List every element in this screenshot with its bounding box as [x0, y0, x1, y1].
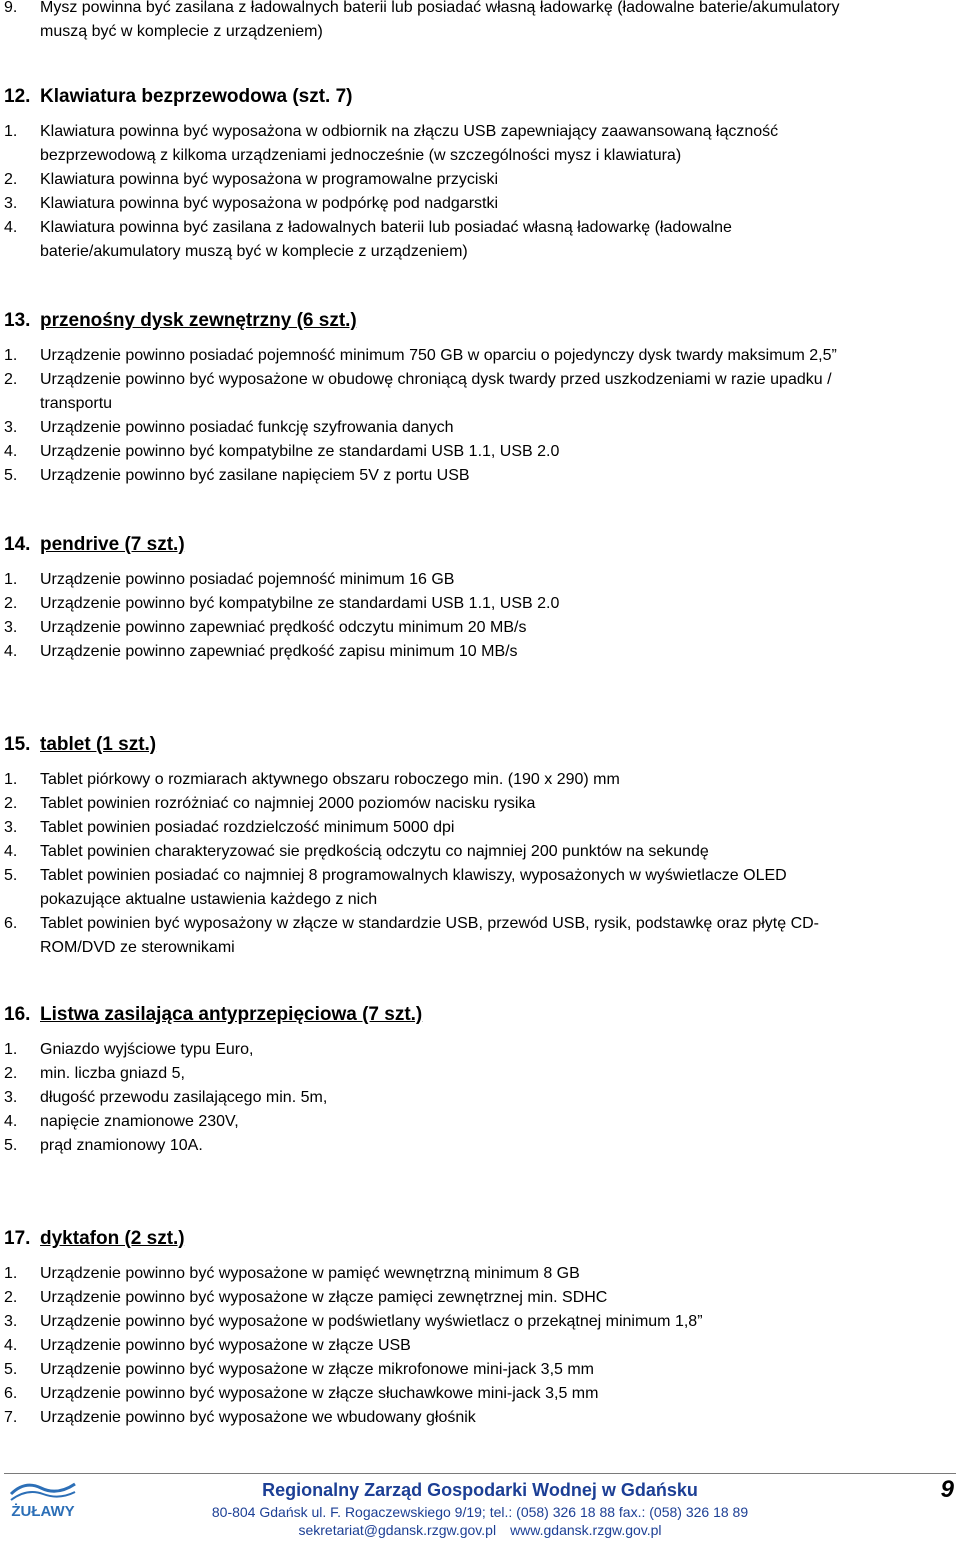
list-item-text: Gniazdo wyjściowe typu Euro, [40, 1041, 254, 1058]
section-heading [0, 732, 960, 758]
section-heading [0, 1002, 960, 1028]
list-item-text: Tablet powinien posiadać rozdzielczość minimum 5000 dpi [40, 819, 455, 836]
list-item-number: 3. [4, 419, 18, 436]
list-item-text: Mysz powinna być zasilana z ładowalnych baterii lub posiadać własną ładowarkę (ładowalne baterie/akumulatory [40, 0, 840, 16]
section-tablet [0, 732, 960, 960]
list-item-number: 5. [4, 1137, 18, 1154]
section-number: 16. [4, 1004, 31, 1025]
section-number: 12. [4, 86, 31, 107]
list-item-number: 2. [4, 795, 18, 812]
list-item-text: baterie/akumulatory muszą być w komplecie z urządzeniem) [40, 243, 468, 260]
list-item-text: min. liczba gniazd 5, [40, 1065, 185, 1082]
section-heading [0, 308, 960, 334]
footer [0, 1475, 960, 1545]
list-item [0, 640, 960, 664]
list-item-number: 3. [4, 619, 18, 636]
section-title: tablet (1 szt.) [40, 734, 157, 755]
section-external-disk [0, 308, 960, 488]
list-item-number: 2. [4, 595, 18, 612]
list-item-number: 1. [4, 347, 18, 364]
list-item-number: 9. [4, 0, 18, 16]
list-item [0, 1382, 960, 1406]
section-title: dyktafon (2 szt.) [40, 1228, 185, 1249]
list-item-text: napięcie znamionowe 230V, [40, 1113, 239, 1130]
list-item [0, 792, 960, 816]
list-item [0, 1134, 960, 1158]
list-item-text: Urządzenie powinno zapewniać prędkość odczytu minimum 20 MB/s [40, 619, 527, 636]
section-keyboard [0, 84, 960, 264]
list-item-number: 5. [4, 1361, 18, 1378]
organization-address: 80-804 Gdańsk ul. F. Rogaczewskiego 9/19; tel.: (058) 326 18 88 fax.: (058) 326 18 89 [211, 1504, 749, 1520]
list-item [0, 216, 960, 264]
list-item-text: Urządzenie powinno być zasilane napięciem 5V z portu USB [40, 467, 470, 484]
list-item-number: 5. [4, 467, 18, 484]
list-item-text: Klawiatura powinna być zasilana z ładowalnych baterii lub posiadać własną ładowarkę (ładowalne [40, 219, 732, 236]
section-heading [0, 1226, 960, 1252]
list-item-text: Urządzenie powinno być wyposażone w pamięć wewnętrzną minimum 8 GB [40, 1265, 580, 1282]
list-item-number: 1. [4, 571, 18, 588]
list-item-number: 1. [4, 123, 18, 140]
email-link[interactable]: sekretariat@gdansk.rzgw.gov.pl [298, 1522, 497, 1538]
page-number: 9 [940, 1476, 954, 1503]
list-item [0, 592, 960, 616]
list-item-number: 3. [4, 819, 18, 836]
list-item [0, 1406, 960, 1430]
list-item-text: Urządzenie powinno posiadać funkcję szyfrowania danych [40, 419, 454, 436]
section-power-strip [0, 1002, 960, 1158]
list-item [0, 864, 960, 912]
list-item-number: 4. [4, 443, 18, 460]
list-item-number: 1. [4, 1265, 18, 1282]
list-item-number: 6. [4, 1385, 18, 1402]
list-item-text: Urządzenie powinno być wyposażone w złącze słuchawkowe mini-jack 3,5 mm [40, 1385, 599, 1402]
list-item [0, 616, 960, 640]
list-item-text: transportu [40, 395, 113, 412]
list-item [0, 1358, 960, 1382]
list-item [0, 1086, 960, 1110]
list-item-text: Urządzenie powinno posiadać pojemność minimum 750 GB w oparciu o pojedynczy dysk twardy maksimum 2,5” [40, 347, 837, 364]
section-mouse-continued [0, 0, 960, 44]
website-link[interactable]: www.gdansk.rzgw.gov.pl [510, 1522, 662, 1538]
list-item [0, 1310, 960, 1334]
list-item [0, 768, 960, 792]
list-item [0, 0, 960, 44]
list-item-text: Tablet powinien być wyposażony w złącze w standardzie USB, przewód USB, rysik, podstawkę oraz płytę CD- [40, 915, 819, 932]
list-item [0, 416, 960, 440]
list-item [0, 168, 960, 192]
list-item [0, 368, 960, 416]
section-number: 13. [4, 310, 31, 331]
list-item-number: 4. [4, 843, 18, 860]
list-item-text: Urządzenie powinno być kompatybilne ze standardami USB 1.1, USB 2.0 [40, 443, 560, 460]
list-item-text: Tablet powinien charakteryzować sie prędkością odczytu co najmniej 200 punktów na sekundę [40, 843, 709, 860]
list-item-text: prąd znamionowy 10A. [40, 1137, 203, 1154]
list-item-number: 2. [4, 1065, 18, 1082]
svg-text:ŻUŁAWY: ŻUŁAWY [11, 1503, 75, 1520]
list-item-number: 4. [4, 1337, 18, 1354]
list-item-number: 4. [4, 219, 18, 236]
organization-name: Regionalny Zarząd Gospodarki Wodnej w Gdańsku [262, 1480, 698, 1500]
list-item [0, 1038, 960, 1062]
list-item-text: Urządzenie powinno zapewniać prędkość zapisu minimum 10 MB/s [40, 643, 518, 660]
section-heading [0, 84, 960, 110]
footer-divider [4, 1473, 956, 1474]
section-pendrive [0, 532, 960, 664]
list-item-number: 1. [4, 1041, 18, 1058]
list-item-number: 3. [4, 1089, 18, 1106]
list-item [0, 1262, 960, 1286]
list-item [0, 1110, 960, 1134]
list-item-number: 4. [4, 643, 18, 660]
section-title: pendrive (7 szt.) [40, 534, 185, 555]
section-number: 14. [4, 534, 31, 555]
list-item [0, 816, 960, 840]
list-item-number: 2. [4, 1289, 18, 1306]
list-item [0, 840, 960, 864]
list-item-text: Klawiatura powinna być wyposażona w odbiornik na złączu USB zapewniający zaawansowaną łączność [40, 123, 779, 140]
list-item-number: 7. [4, 1409, 18, 1426]
section-heading [0, 532, 960, 558]
list-item-number: 5. [4, 867, 18, 884]
list-item-number: 3. [4, 195, 18, 212]
contact-line [0, 1521, 960, 1539]
list-item-text: Urządzenie powinno posiadać pojemność minimum 16 GB [40, 571, 455, 588]
list-item-text: Urządzenie powinno być wyposażone we wbudowany głośnik [40, 1409, 476, 1426]
list-item-text: muszą być w komplecie z urządzeniem) [40, 23, 323, 40]
section-title: Klawiatura bezprzewodowa (szt. 7) [40, 86, 353, 107]
list-item-number: 3. [4, 1313, 18, 1330]
list-item-text: Urządzenie powinno być wyposażone w złącze mikrofonowe mini-jack 3,5 mm [40, 1361, 595, 1378]
list-item-text: długość przewodu zasilającego min. 5m, [40, 1089, 328, 1106]
list-item [0, 568, 960, 592]
list-item-text: Klawiatura powinna być wyposażona w podpórkę pod nadgarstki [40, 195, 499, 212]
list-item-text: Urządzenie powinno być wyposażone w podświetlany wyświetlacz o przekątnej minimum 1,8” [40, 1313, 703, 1330]
list-item-number: 6. [4, 915, 18, 932]
list-item-text: Tablet piórkowy o rozmiarach aktywnego obszaru roboczego min. (190 x 290) mm [40, 771, 620, 788]
list-item [0, 1334, 960, 1358]
list-item-text: Klawiatura powinna być wyposażona w programowalne przyciski [40, 171, 498, 188]
section-number: 17. [4, 1228, 31, 1249]
list-item-text: bezprzewodową z kilkoma urządzeniami jednocześnie (w szczególności mysz i klawiatura) [40, 147, 682, 164]
list-item [0, 1062, 960, 1086]
list-item-text: Urządzenie powinno być wyposażone w złącze pamięci zewnętrznej min. SDHC [40, 1289, 608, 1306]
list-item-text: pokazujące aktualne ustawienia każdego z nich [40, 891, 378, 908]
list-item-text: Tablet powinien rozróżniać co najmniej 2000 poziomów nacisku rysika [40, 795, 536, 812]
list-item [0, 440, 960, 464]
list-item-text: Urządzenie powinno być wyposażone w złącze USB [40, 1337, 411, 1354]
list-item [0, 120, 960, 168]
section-title: Listwa zasilająca antyprzepięciowa (7 szt.) [40, 1004, 423, 1025]
list-item-text: Urządzenie powinno być wyposażone w obudowę chroniącą dysk twardy przed uszkodzeniami w razie upadku / [40, 371, 832, 388]
list-item [0, 344, 960, 368]
list-item-number: 2. [4, 171, 18, 188]
list-item [0, 192, 960, 216]
list-item-text: Tablet powinien posiadać co najmniej 8 programowalnych klawiszy, wyposażonych w wyświetlacze OLED [40, 867, 787, 884]
list-item-number: 2. [4, 371, 18, 388]
list-item [0, 912, 960, 960]
list-item-text: Urządzenie powinno być kompatybilne ze standardami USB 1.1, USB 2.0 [40, 595, 560, 612]
section-number: 15. [4, 734, 31, 755]
section-title: przenośny dysk zewnętrzny (6 szt.) [40, 310, 357, 331]
section-dictaphone [0, 1226, 960, 1430]
list-item-number: 4. [4, 1113, 18, 1130]
list-item-text: ROM/DVD ze sterownikami [40, 939, 235, 956]
list-item [0, 464, 960, 488]
list-item [0, 1286, 960, 1310]
list-item-number: 1. [4, 771, 18, 788]
